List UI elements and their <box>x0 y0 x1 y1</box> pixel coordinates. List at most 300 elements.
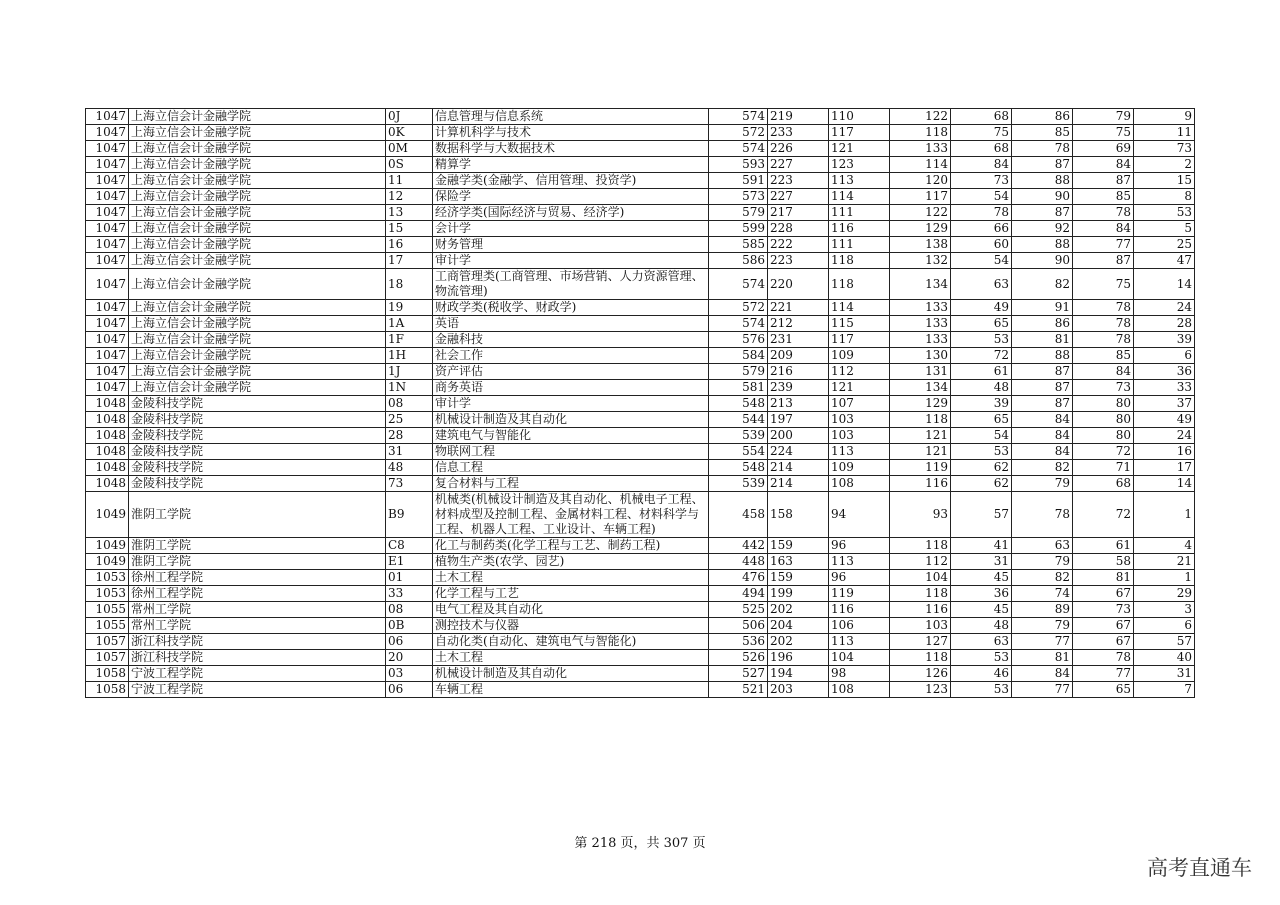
cell-score-a: 224 <box>768 444 829 460</box>
cell-major-code: 1H <box>386 348 433 364</box>
cell-major-code: 03 <box>386 666 433 682</box>
table-row <box>86 650 1195 666</box>
cell-score-b: 96 <box>829 538 890 554</box>
cell-score-f: 72 <box>1073 444 1134 460</box>
cell-score-f: 67 <box>1073 586 1134 602</box>
table-row <box>86 586 1195 602</box>
cell-score-e: 87 <box>1012 396 1073 412</box>
cell-major-code: E1 <box>386 554 433 570</box>
cell-school-code: 1057 <box>86 650 129 666</box>
cell-score-a: 223 <box>768 173 829 189</box>
cell-school-code: 1048 <box>86 396 129 412</box>
cell-score-c: 121 <box>890 444 951 460</box>
cell-score-f: 69 <box>1073 141 1134 157</box>
table-row <box>86 380 1195 396</box>
cell-school-code: 1058 <box>86 666 129 682</box>
cell-score-e: 77 <box>1012 682 1073 698</box>
cell-score-b: 112 <box>829 364 890 380</box>
cell-score-total: 599 <box>709 221 768 237</box>
cell-score-d: 62 <box>951 476 1012 492</box>
cell-rank: 40 <box>1134 650 1195 666</box>
cell-score-f: 73 <box>1073 602 1134 618</box>
cell-school-code: 1047 <box>86 205 129 221</box>
cell-major-code: B9 <box>386 492 433 538</box>
cell-score-c: 131 <box>890 364 951 380</box>
cell-score-e: 86 <box>1012 109 1073 125</box>
cell-score-total: 539 <box>709 476 768 492</box>
cell-score-e: 79 <box>1012 618 1073 634</box>
cell-major-code: 06 <box>386 634 433 650</box>
cell-major-code: 25 <box>386 412 433 428</box>
cell-school-code: 1047 <box>86 221 129 237</box>
cell-score-d: 54 <box>951 189 1012 205</box>
cell-score-total: 442 <box>709 538 768 554</box>
cell-major-code: 15 <box>386 221 433 237</box>
cell-score-e: 81 <box>1012 332 1073 348</box>
table-row <box>86 125 1195 141</box>
cell-score-d: 78 <box>951 205 1012 221</box>
cell-major-name: 测控技术与仪器 <box>433 618 709 634</box>
cell-school-code: 1047 <box>86 316 129 332</box>
cell-score-total: 448 <box>709 554 768 570</box>
cell-rank: 7 <box>1134 682 1195 698</box>
cell-rank: 3 <box>1134 602 1195 618</box>
cell-score-c: 133 <box>890 300 951 316</box>
cell-score-total: 548 <box>709 460 768 476</box>
cell-rank: 1 <box>1134 570 1195 586</box>
cell-score-f: 71 <box>1073 460 1134 476</box>
cell-major-code: 1A <box>386 316 433 332</box>
cell-score-b: 107 <box>829 396 890 412</box>
table-row <box>86 109 1195 125</box>
cell-score-d: 62 <box>951 460 1012 476</box>
cell-score-c: 130 <box>890 348 951 364</box>
cell-major-code: 13 <box>386 205 433 221</box>
cell-school-code: 1048 <box>86 460 129 476</box>
cell-score-d: 72 <box>951 348 1012 364</box>
cell-score-a: 219 <box>768 109 829 125</box>
cell-score-a: 197 <box>768 412 829 428</box>
cell-score-total: 576 <box>709 332 768 348</box>
cell-score-total: 574 <box>709 316 768 332</box>
cell-school-name: 金陵科技学院 <box>129 396 386 412</box>
cell-score-e: 63 <box>1012 538 1073 554</box>
cell-score-e: 78 <box>1012 492 1073 538</box>
cell-school-code: 1048 <box>86 412 129 428</box>
cell-school-code: 1047 <box>86 109 129 125</box>
cell-school-code: 1047 <box>86 141 129 157</box>
cell-rank: 15 <box>1134 173 1195 189</box>
cell-rank: 9 <box>1134 109 1195 125</box>
cell-score-f: 67 <box>1073 634 1134 650</box>
cell-score-b: 109 <box>829 460 890 476</box>
cell-school-name: 金陵科技学院 <box>129 476 386 492</box>
cell-major-name: 商务英语 <box>433 380 709 396</box>
cell-school-code: 1049 <box>86 538 129 554</box>
cell-school-code: 1047 <box>86 300 129 316</box>
cell-major-name: 电气工程及其自动化 <box>433 602 709 618</box>
cell-school-code: 1055 <box>86 602 129 618</box>
cell-score-b: 111 <box>829 205 890 221</box>
table-row <box>86 682 1195 698</box>
cell-school-name: 上海立信会计金融学院 <box>129 269 386 300</box>
cell-score-b: 106 <box>829 618 890 634</box>
cell-major-name: 机械类(机械设计制造及其自动化、机械电子工程、材料成型及控制工程、金属材料工程、材料科学与工程、机器人工程、工业设计、车辆工程) <box>433 492 709 538</box>
cell-score-d: 61 <box>951 364 1012 380</box>
cell-score-f: 78 <box>1073 205 1134 221</box>
cell-major-name: 信息管理与信息系统 <box>433 109 709 125</box>
cell-score-e: 88 <box>1012 173 1073 189</box>
cell-major-code: 33 <box>386 586 433 602</box>
cell-score-a: 158 <box>768 492 829 538</box>
cell-score-total: 574 <box>709 269 768 300</box>
cell-major-code: 11 <box>386 173 433 189</box>
cell-major-code: 18 <box>386 269 433 300</box>
cell-score-d: 65 <box>951 412 1012 428</box>
cell-score-b: 103 <box>829 412 890 428</box>
cell-major-code: 0J <box>386 109 433 125</box>
cell-rank: 24 <box>1134 300 1195 316</box>
cell-school-code: 1058 <box>86 682 129 698</box>
cell-score-d: 45 <box>951 570 1012 586</box>
cell-score-total: 539 <box>709 428 768 444</box>
cell-school-name: 上海立信会计金融学院 <box>129 316 386 332</box>
cell-major-name: 财政学类(税收学、财政学) <box>433 300 709 316</box>
cell-score-d: 68 <box>951 109 1012 125</box>
cell-major-code: 1J <box>386 364 433 380</box>
cell-score-e: 78 <box>1012 141 1073 157</box>
cell-score-a: 194 <box>768 666 829 682</box>
cell-school-code: 1047 <box>86 253 129 269</box>
cell-score-total: 572 <box>709 125 768 141</box>
cell-score-e: 84 <box>1012 444 1073 460</box>
cell-score-b: 108 <box>829 682 890 698</box>
cell-score-d: 45 <box>951 602 1012 618</box>
cell-score-e: 90 <box>1012 189 1073 205</box>
cell-score-f: 79 <box>1073 109 1134 125</box>
cell-score-b: 110 <box>829 109 890 125</box>
cell-school-name: 金陵科技学院 <box>129 460 386 476</box>
cell-score-b: 123 <box>829 157 890 173</box>
cell-school-name: 金陵科技学院 <box>129 428 386 444</box>
cell-score-f: 78 <box>1073 316 1134 332</box>
cell-score-a: 227 <box>768 189 829 205</box>
cell-score-b: 113 <box>829 444 890 460</box>
cell-score-a: 159 <box>768 570 829 586</box>
table-row <box>86 412 1195 428</box>
cell-score-a: 204 <box>768 618 829 634</box>
table-row <box>86 316 1195 332</box>
cell-score-total: 536 <box>709 634 768 650</box>
table-row <box>86 253 1195 269</box>
cell-school-code: 1047 <box>86 332 129 348</box>
cell-score-e: 84 <box>1012 428 1073 444</box>
cell-score-a: 233 <box>768 125 829 141</box>
cell-rank: 5 <box>1134 221 1195 237</box>
cell-score-f: 85 <box>1073 189 1134 205</box>
table-row <box>86 492 1195 538</box>
cell-score-a: 163 <box>768 554 829 570</box>
cell-school-code: 1047 <box>86 364 129 380</box>
cell-rank: 31 <box>1134 666 1195 682</box>
cell-score-a: 214 <box>768 460 829 476</box>
cell-score-total: 572 <box>709 300 768 316</box>
cell-school-code: 1053 <box>86 570 129 586</box>
table-row <box>86 634 1195 650</box>
cell-score-c: 134 <box>890 380 951 396</box>
cell-score-b: 113 <box>829 554 890 570</box>
cell-rank: 17 <box>1134 460 1195 476</box>
cell-score-b: 104 <box>829 650 890 666</box>
cell-score-d: 60 <box>951 237 1012 253</box>
cell-score-b: 115 <box>829 316 890 332</box>
cell-score-d: 66 <box>951 221 1012 237</box>
cell-major-name: 资产评估 <box>433 364 709 380</box>
cell-rank: 73 <box>1134 141 1195 157</box>
cell-score-e: 87 <box>1012 380 1073 396</box>
cell-school-name: 上海立信会计金融学院 <box>129 109 386 125</box>
cell-school-name: 上海立信会计金融学院 <box>129 125 386 141</box>
cell-score-c: 118 <box>890 538 951 554</box>
cell-rank: 49 <box>1134 412 1195 428</box>
cell-rank: 28 <box>1134 316 1195 332</box>
table-row <box>86 237 1195 253</box>
cell-major-name: 数据科学与大数据技术 <box>433 141 709 157</box>
cell-school-code: 1047 <box>86 189 129 205</box>
cell-score-c: 112 <box>890 554 951 570</box>
cell-school-code: 1048 <box>86 476 129 492</box>
cell-rank: 4 <box>1134 538 1195 554</box>
cell-score-c: 126 <box>890 666 951 682</box>
cell-score-e: 84 <box>1012 666 1073 682</box>
cell-score-d: 57 <box>951 492 1012 538</box>
cell-school-code: 1047 <box>86 173 129 189</box>
cell-score-f: 73 <box>1073 380 1134 396</box>
cell-score-b: 98 <box>829 666 890 682</box>
cell-score-total: 548 <box>709 396 768 412</box>
cell-score-f: 75 <box>1073 125 1134 141</box>
cell-score-total: 581 <box>709 380 768 396</box>
cell-rank: 8 <box>1134 189 1195 205</box>
cell-major-name: 财务管理 <box>433 237 709 253</box>
cell-score-d: 63 <box>951 634 1012 650</box>
cell-score-total: 527 <box>709 666 768 682</box>
cell-score-total: 573 <box>709 189 768 205</box>
cell-school-code: 1053 <box>86 586 129 602</box>
cell-score-total: 591 <box>709 173 768 189</box>
cell-major-code: 0M <box>386 141 433 157</box>
cell-score-d: 73 <box>951 173 1012 189</box>
cell-school-name: 上海立信会计金融学院 <box>129 348 386 364</box>
cell-major-code: 17 <box>386 253 433 269</box>
cell-rank: 1 <box>1134 492 1195 538</box>
cell-score-f: 58 <box>1073 554 1134 570</box>
cell-score-a: 203 <box>768 682 829 698</box>
cell-major-code: 0S <box>386 157 433 173</box>
cell-score-d: 68 <box>951 141 1012 157</box>
cell-score-c: 93 <box>890 492 951 538</box>
cell-major-code: 73 <box>386 476 433 492</box>
cell-major-code: 01 <box>386 570 433 586</box>
cell-score-total: 525 <box>709 602 768 618</box>
table-row <box>86 300 1195 316</box>
admission-score-table <box>85 108 1195 698</box>
cell-school-name: 浙江科技学院 <box>129 634 386 650</box>
cell-score-b: 116 <box>829 602 890 618</box>
cell-school-code: 1047 <box>86 157 129 173</box>
table-row <box>86 348 1195 364</box>
cell-major-name: 保险学 <box>433 189 709 205</box>
table-row <box>86 141 1195 157</box>
cell-score-total: 586 <box>709 253 768 269</box>
cell-school-code: 1047 <box>86 348 129 364</box>
cell-major-code: 16 <box>386 237 433 253</box>
cell-score-c: 117 <box>890 189 951 205</box>
cell-rank: 2 <box>1134 157 1195 173</box>
cell-major-code: 12 <box>386 189 433 205</box>
cell-score-e: 92 <box>1012 221 1073 237</box>
cell-major-code: 06 <box>386 682 433 698</box>
cell-rank: 6 <box>1134 618 1195 634</box>
cell-score-e: 85 <box>1012 125 1073 141</box>
cell-school-name: 宁波工程学院 <box>129 682 386 698</box>
table-row <box>86 538 1195 554</box>
cell-major-name: 精算学 <box>433 157 709 173</box>
cell-school-name: 淮阴工学院 <box>129 538 386 554</box>
cell-major-name: 化学工程与工艺 <box>433 586 709 602</box>
table-row <box>86 332 1195 348</box>
cell-score-d: 65 <box>951 316 1012 332</box>
cell-school-name: 上海立信会计金融学院 <box>129 173 386 189</box>
cell-score-c: 122 <box>890 109 951 125</box>
cell-school-name: 常州工学院 <box>129 618 386 634</box>
cell-score-e: 77 <box>1012 634 1073 650</box>
cell-score-e: 81 <box>1012 650 1073 666</box>
cell-major-name: 会计学 <box>433 221 709 237</box>
cell-score-d: 53 <box>951 444 1012 460</box>
cell-score-f: 84 <box>1073 157 1134 173</box>
cell-major-name: 信息工程 <box>433 460 709 476</box>
cell-major-name: 自动化类(自动化、建筑电气与智能化) <box>433 634 709 650</box>
cell-school-name: 上海立信会计金融学院 <box>129 157 386 173</box>
cell-score-b: 114 <box>829 189 890 205</box>
cell-score-a: 221 <box>768 300 829 316</box>
cell-score-total: 521 <box>709 682 768 698</box>
cell-score-e: 82 <box>1012 269 1073 300</box>
cell-score-total: 506 <box>709 618 768 634</box>
cell-score-b: 94 <box>829 492 890 538</box>
cell-score-b: 116 <box>829 221 890 237</box>
cell-score-c: 118 <box>890 125 951 141</box>
table-row <box>86 269 1195 300</box>
cell-major-code: 0K <box>386 125 433 141</box>
cell-score-d: 36 <box>951 586 1012 602</box>
cell-score-d: 54 <box>951 253 1012 269</box>
cell-major-name: 土木工程 <box>433 570 709 586</box>
cell-score-d: 39 <box>951 396 1012 412</box>
cell-score-c: 122 <box>890 205 951 221</box>
cell-rank: 53 <box>1134 205 1195 221</box>
cell-score-b: 108 <box>829 476 890 492</box>
cell-score-b: 113 <box>829 634 890 650</box>
cell-score-d: 53 <box>951 650 1012 666</box>
cell-major-name: 植物生产类(农学、园艺) <box>433 554 709 570</box>
cell-score-b: 103 <box>829 428 890 444</box>
cell-score-f: 87 <box>1073 253 1134 269</box>
cell-score-a: 214 <box>768 476 829 492</box>
cell-major-name: 金融科技 <box>433 332 709 348</box>
cell-major-code: C8 <box>386 538 433 554</box>
cell-score-d: 84 <box>951 157 1012 173</box>
cell-major-code: 28 <box>386 428 433 444</box>
table-row <box>86 618 1195 634</box>
cell-score-total: 579 <box>709 205 768 221</box>
cell-score-a: 216 <box>768 364 829 380</box>
table-row <box>86 602 1195 618</box>
cell-school-code: 1047 <box>86 269 129 300</box>
cell-score-f: 81 <box>1073 570 1134 586</box>
cell-score-b: 118 <box>829 269 890 300</box>
cell-score-d: 75 <box>951 125 1012 141</box>
cell-school-code: 1048 <box>86 444 129 460</box>
cell-score-total: 585 <box>709 237 768 253</box>
cell-rank: 16 <box>1134 444 1195 460</box>
table-row <box>86 173 1195 189</box>
cell-rank: 47 <box>1134 253 1195 269</box>
cell-score-c: 116 <box>890 602 951 618</box>
cell-score-d: 48 <box>951 380 1012 396</box>
cell-score-e: 88 <box>1012 348 1073 364</box>
table-row <box>86 460 1195 476</box>
cell-score-e: 87 <box>1012 205 1073 221</box>
cell-school-name: 宁波工程学院 <box>129 666 386 682</box>
cell-school-name: 淮阴工学院 <box>129 492 386 538</box>
cell-score-d: 49 <box>951 300 1012 316</box>
cell-major-name: 复合材料与工程 <box>433 476 709 492</box>
cell-score-b: 117 <box>829 125 890 141</box>
cell-score-c: 116 <box>890 476 951 492</box>
cell-major-code: 48 <box>386 460 433 476</box>
cell-score-f: 75 <box>1073 269 1134 300</box>
cell-major-name: 机械设计制造及其自动化 <box>433 412 709 428</box>
cell-score-c: 129 <box>890 396 951 412</box>
cell-school-name: 上海立信会计金融学院 <box>129 380 386 396</box>
cell-school-code: 1049 <box>86 554 129 570</box>
cell-rank: 11 <box>1134 125 1195 141</box>
cell-score-c: 134 <box>890 269 951 300</box>
cell-school-name: 上海立信会计金融学院 <box>129 332 386 348</box>
cell-score-d: 63 <box>951 269 1012 300</box>
table-row <box>86 396 1195 412</box>
cell-rank: 29 <box>1134 586 1195 602</box>
cell-score-e: 74 <box>1012 586 1073 602</box>
cell-score-f: 78 <box>1073 300 1134 316</box>
cell-score-total: 494 <box>709 586 768 602</box>
cell-score-total: 574 <box>709 141 768 157</box>
cell-score-f: 80 <box>1073 412 1134 428</box>
cell-score-d: 48 <box>951 618 1012 634</box>
cell-major-code: 08 <box>386 396 433 412</box>
cell-score-a: 226 <box>768 141 829 157</box>
cell-score-b: 111 <box>829 237 890 253</box>
cell-school-name: 上海立信会计金融学院 <box>129 189 386 205</box>
cell-school-name: 徐州工程学院 <box>129 586 386 602</box>
cell-major-code: 20 <box>386 650 433 666</box>
cell-major-name: 工商管理类(工商管理、市场营销、人力资源管理、物流管理) <box>433 269 709 300</box>
cell-score-a: 228 <box>768 221 829 237</box>
cell-score-d: 54 <box>951 428 1012 444</box>
cell-rank: 14 <box>1134 476 1195 492</box>
